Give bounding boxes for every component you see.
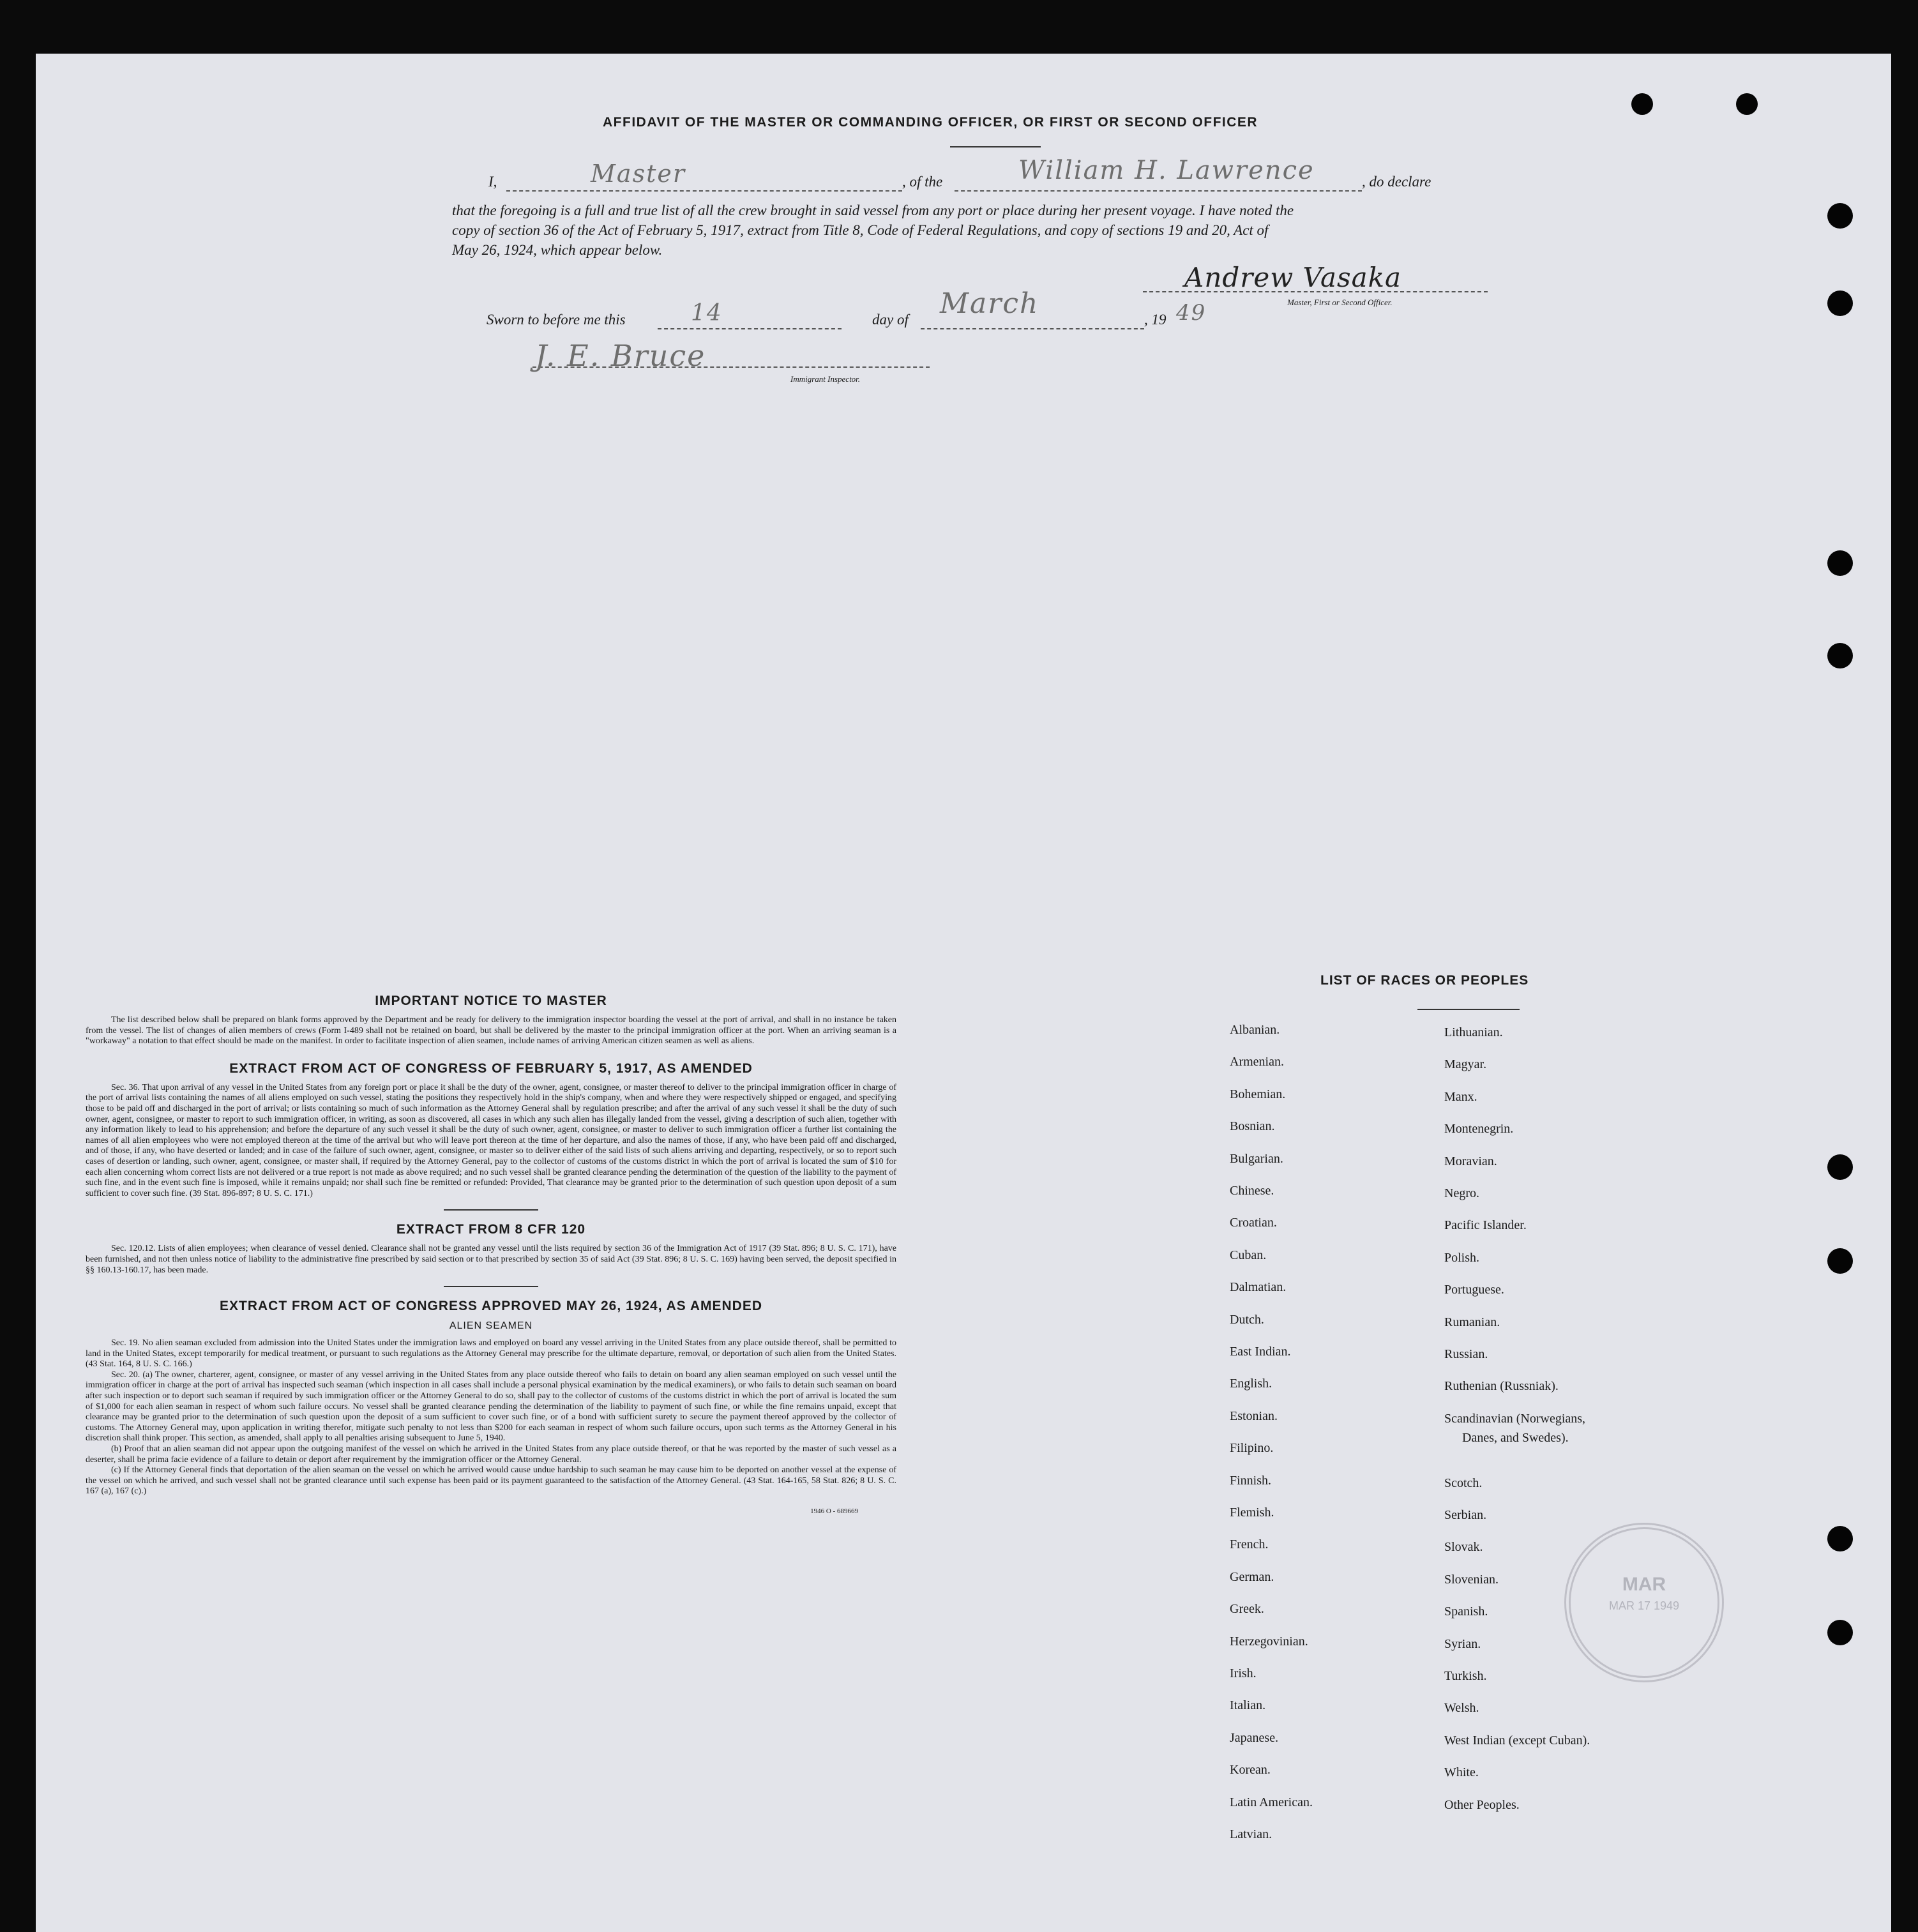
race-item: Polish.: [1444, 1250, 1480, 1265]
do-declare-label: , do declare: [1362, 174, 1431, 190]
stamp-month: MAR: [1622, 1574, 1666, 1595]
race-item: German.: [1230, 1569, 1274, 1584]
race-item: Cuban.: [1230, 1248, 1267, 1262]
master-signature: Andrew Vasaka: [1184, 262, 1402, 293]
race-item: Armenian.: [1230, 1055, 1284, 1069]
race-item: Turkish.: [1444, 1669, 1487, 1683]
of-the-label: , of the: [902, 174, 943, 190]
race-item: Dalmatian.: [1230, 1280, 1287, 1295]
race-item: Italian.: [1230, 1698, 1266, 1713]
race-item: English.: [1230, 1377, 1272, 1391]
punch-hole: [1827, 1620, 1853, 1645]
name-line: [506, 190, 902, 192]
section-rule: [444, 1209, 538, 1211]
print-code: 1946 O - 689669: [810, 1507, 858, 1515]
race-item: Irish.: [1230, 1666, 1257, 1680]
race-item: French.: [1230, 1537, 1269, 1552]
inspector-caption: Immigrant Inspector.: [790, 374, 861, 384]
race-item: Croatian.: [1230, 1216, 1277, 1230]
affidavit-first-line: [488, 156, 1488, 199]
extract-cfr-text: Sec. 120.12. Lists of alien employees; when clearance of vessel denied. Clearance shall not be granted any vessel until the lists required by section 36 of the Immigration Act of 1917 (39 Stat. 896; 8 U. S. C. 171), have been furnished, and not then unless notice of liability to the administrative fine prescribed by said section or to that prescribed by section 35 of said Act (39 Stat. 896; 8 U. S. C. 169) having been served, the deposit specified in §§ 160.13-160.17, has been made.: [86, 1244, 896, 1275]
punch-hole: [1827, 550, 1853, 576]
extract-1924-subtitle: ALIEN SEAMEN: [449, 1320, 533, 1332]
race-item: Rumanian.: [1444, 1315, 1500, 1329]
race-item: Ruthenian (Russniak).: [1444, 1379, 1559, 1394]
punch-hole: [1827, 1526, 1853, 1551]
section-20c-text: (c) If the Attorney General finds that deportation of the alien seaman on the vessel on which he arrived would cause undue hardship to such seaman he may cause him to be deported on another vessel at the expense of the vessel on which he arrived, and such vessel shall not be granted clearance until such expense has been paid or its payment guaranteed to the satisfaction of the Attorney General. (43 Stat. 164-165, 58 Stat. 826; 8 U. S. C. 167 (a), 167 (c).): [86, 1465, 896, 1497]
race-item: Bosnian.: [1230, 1119, 1275, 1134]
race-item: Latvian.: [1230, 1827, 1272, 1841]
section-rule: [444, 1286, 538, 1287]
title-rule: [950, 146, 1041, 147]
race-item: Flemish.: [1230, 1506, 1274, 1520]
sworn-label: Sworn to before me this: [487, 312, 626, 328]
sworn-day-line: [658, 328, 842, 329]
punch-hole: [1827, 1154, 1853, 1180]
punch-hole: [1631, 93, 1653, 115]
extract-1917-text: Sec. 36. That upon arrival of any vessel in the United States from any foreign port or place it shall be the duty of the owner, agent, consignee, or master thereof to deliver to the principal immigration officer in charge of the port of arrival lists containing the names of all aliens employed on such vessel, stating the positions they respectively hold in the ship's company, when and where they were respectively shipped or engaged, and specifying those to be paid off and discharged in the port of arrival; or lists containing so much of such information as the Attorney General shall by regulation prescribe; and after the arrival of any such vessel it shall be the duty of such owner, agent, consignee, or master to report to such immigration officer, in writing, as soon as discovered, all cases in which any such alien has illegally landed from the vessel, giving a description of such alien, together with any information likely to lead to his apprehension; and before the departure of any such vessel it shall be the duty of such owner, agent, consignee, or master to deliver to such immigration officer a further list containing the names of all alien employees who were not employed thereon at the time of the arrival but who will leave port thereon at the time of her departure, and also the names of those, if any, who have been paid off and discharged, and of those, if any, who have deserted or landed; and in case of the failure of such owner, agent, consignee, or master so to deliver either of the said lists of such aliens arriving and departing, respectively, or so to report such cases of desertion or landing, such owner, agent, consignee, or master shall, if required by the Attorney General, pay to the collector of customs of the customs district in which the port of arrival is located the sum of $10 for each alien concerning whom correct lists are not delivered or a true report is not made as above required; and no such vessel shall be granted clearance pending the determination of the question of the liability to the payment of such fine, and in the event such fine is imposed, while it remains unpaid; nor shall such fine be remitted or refunded: Provided, That clearance may be granted prior to the determination of such question upon deposit of a sum sufficient to cover such fine. (39 Stat. 896-897; 8 U. S. C. 171.): [86, 1082, 896, 1198]
day-of-label: day of: [872, 312, 909, 328]
race-item: Negro.: [1444, 1186, 1479, 1200]
race-item: Scandinavian (Norwegians,: [1444, 1411, 1586, 1426]
extract-1917-title: EXTRACT FROM ACT OF CONGRESS OF FEBRUARY 5, 1917, AS AMENDED: [229, 1060, 753, 1076]
race-item: Scotch.: [1444, 1475, 1483, 1490]
race-item: Other Peoples.: [1444, 1797, 1520, 1812]
race-item: Danes, and Swedes).: [1462, 1431, 1569, 1445]
race-item: Finnish.: [1230, 1473, 1272, 1488]
affidavit-body-line: copy of section 36 of the Act of February 5, 1917, extract from Title 8, Code of Federal Regulations, and copy of sections 19 and 20, Act of: [452, 222, 1269, 238]
race-item: Syrian.: [1444, 1636, 1481, 1651]
vessel-name-handwritten: William H. Lawrence: [1018, 156, 1315, 185]
notices-column: [86, 993, 896, 1515]
affidavit-body: [452, 200, 1486, 260]
punch-hole: [1827, 643, 1853, 668]
race-item: Bohemian.: [1230, 1087, 1286, 1101]
race-item: Korean.: [1230, 1763, 1271, 1777]
notice-title: IMPORTANT NOTICE TO MASTER: [375, 993, 607, 1008]
sworn-month-line: [921, 328, 1144, 329]
affidavit-body-line: May 26, 1924, which appear below.: [452, 242, 663, 258]
extract-1924-title: EXTRACT FROM ACT OF CONGRESS APPROVED MAY 26, 1924, AS AMENDED: [219, 1299, 763, 1314]
affidavit-body-line: that the foregoing is a full and true list of all the crew brought in said vessel from any port or place during her present voyage. I have noted the: [452, 202, 1294, 218]
section-20a-text: Sec. 20. (a) The owner, charterer, agent, consignee, or master of any vessel arriving in the United States from any place outside thereof who fails to detain on board any alien seaman employed on such vessel until the immigration officer in charge at the port of arrival has inspected such seaman (which inspection in all cases shall include a personal physical examination by the medical examiners), or who fails to detain such seaman on board after such inspection or to deport such seaman if required by such immigration officer or the Attorney General to do so, shall pay to the collector of customs of the customs district in which the port of arrival is located the sum of $1,000 for each alien seaman in respect of whom such failure occurs. No vessel shall be granted clearance pending the determination of the liability to payment of such fine, or while the fine remains unpaid, except that clearance may be granted prior to the determination of such question upon the deposit of a sum sufficient to cover such fine, or of a bond with sufficient surety to secure the payment thereof approved by the collector of customs. The Attorney General may, upon application in writing therefor, mitigate such penalty to not less than $200 for each seaman in respect of whom such failure occurs, upon such terms as the Attorney General in his discretion shall think proper. This section, as amended, shall apply to all penalties arising subsequent to June 5, 1940.: [86, 1370, 896, 1444]
punch-hole: [1827, 291, 1853, 316]
race-item: Montenegrin.: [1444, 1122, 1514, 1136]
race-item: Japanese.: [1230, 1730, 1279, 1745]
sworn-day: 14: [691, 300, 723, 326]
section-19-text: Sec. 19. No alien seaman excluded from admission into the United States under the immigration laws and employed on board any vessel arriving in the United States from any place outside thereof, shall be permitted to land in the United States, except temporarily for medical treatment, or pursuant to such regulations as the Attorney General may prescribe for the ultimate departure, removal, or deportation of such alien from the United States. (43 Stat. 164, 8 U. S. C. 166.): [86, 1338, 896, 1370]
race-item: Magyar.: [1444, 1057, 1487, 1072]
race-item: Pacific Islander.: [1444, 1218, 1527, 1233]
race-item: White.: [1444, 1765, 1479, 1780]
race-item: Portuguese.: [1444, 1283, 1504, 1297]
race-item: Estonian.: [1230, 1408, 1278, 1423]
race-item: Moravian.: [1444, 1154, 1497, 1168]
stamp-date: MAR 17 1949: [1608, 1599, 1680, 1612]
race-item: Lithuanian.: [1444, 1025, 1503, 1039]
notice-text: The list described below shall be prepared on blank forms approved by the Department and be ready for delivery to the immigration inspector boarding the vessel at the port of arrival, and shall in no instance be taken from the vessel. The list of changes of alien members of crews (Form I-489 shall not be retained on board, but shall be delivered by the master to the principal immigration officer at the port. When an arriving seaman is a "workaway" a notation to that effect should be made on the manifest. In order to facilitate inspection of alien seamen, include names of arriving American citizen seamen as well as aliens.: [86, 1015, 896, 1046]
race-item: Welsh.: [1444, 1701, 1479, 1716]
receipt-stamp: [1564, 1523, 1724, 1682]
race-item: Slovak.: [1444, 1540, 1483, 1555]
inspector-signature: J. E. Bruce: [535, 338, 706, 373]
master-signature-caption: Master, First or Second Officer.: [1287, 298, 1393, 307]
race-item: Dutch.: [1230, 1312, 1264, 1327]
race-item: Spanish.: [1444, 1604, 1488, 1619]
race-item: Herzegovinian.: [1230, 1634, 1308, 1649]
sworn-year: 49: [1176, 300, 1207, 326]
sworn-line: [487, 287, 1221, 337]
year-prefix: , 19: [1144, 312, 1167, 328]
race-item: East Indian.: [1230, 1345, 1291, 1359]
race-item: West Indian (except Cuban).: [1444, 1733, 1590, 1747]
i-label: I,: [488, 174, 497, 190]
punch-hole: [1827, 203, 1853, 229]
race-item: Bulgarian.: [1230, 1151, 1283, 1166]
punch-hole: [1827, 1248, 1853, 1274]
affidavit-title: AFFIDAVIT OF THE MASTER OR COMMANDING OFFICER, OR FIRST OR SECOND OFFICER: [603, 115, 1258, 130]
race-item: Serbian.: [1444, 1508, 1487, 1522]
vessel-line: [955, 190, 1362, 192]
extract-cfr-title: EXTRACT FROM 8 CFR 120: [396, 1222, 586, 1237]
race-item: Filipino.: [1230, 1441, 1274, 1456]
race-item: Chinese.: [1230, 1184, 1274, 1198]
section-20b-text: (b) Proof that an alien seaman did not appear upon the outgoing manifest of the vessel on which he arrived in the United States from any place outside thereof, or that he was reported by the master of such vessel as a deserter, shall be prima facie evidence of a failure to detain or deport after requirement by the immigration officer or the Attorney General.: [86, 1444, 896, 1465]
races-title-rule: [1417, 1009, 1520, 1010]
race-item: Manx.: [1444, 1089, 1477, 1104]
punch-hole: [1736, 93, 1758, 115]
sworn-month: March: [940, 287, 1039, 320]
race-item: Russian.: [1444, 1347, 1488, 1361]
race-item: Albanian.: [1230, 1023, 1280, 1037]
race-item: Greek.: [1230, 1602, 1264, 1617]
races-title: LIST OF RACES OR PEOPLES: [1320, 973, 1529, 988]
race-item: Slovenian.: [1444, 1572, 1499, 1587]
officer-title-handwritten: Master: [591, 160, 686, 188]
race-item: Latin American.: [1230, 1795, 1313, 1809]
